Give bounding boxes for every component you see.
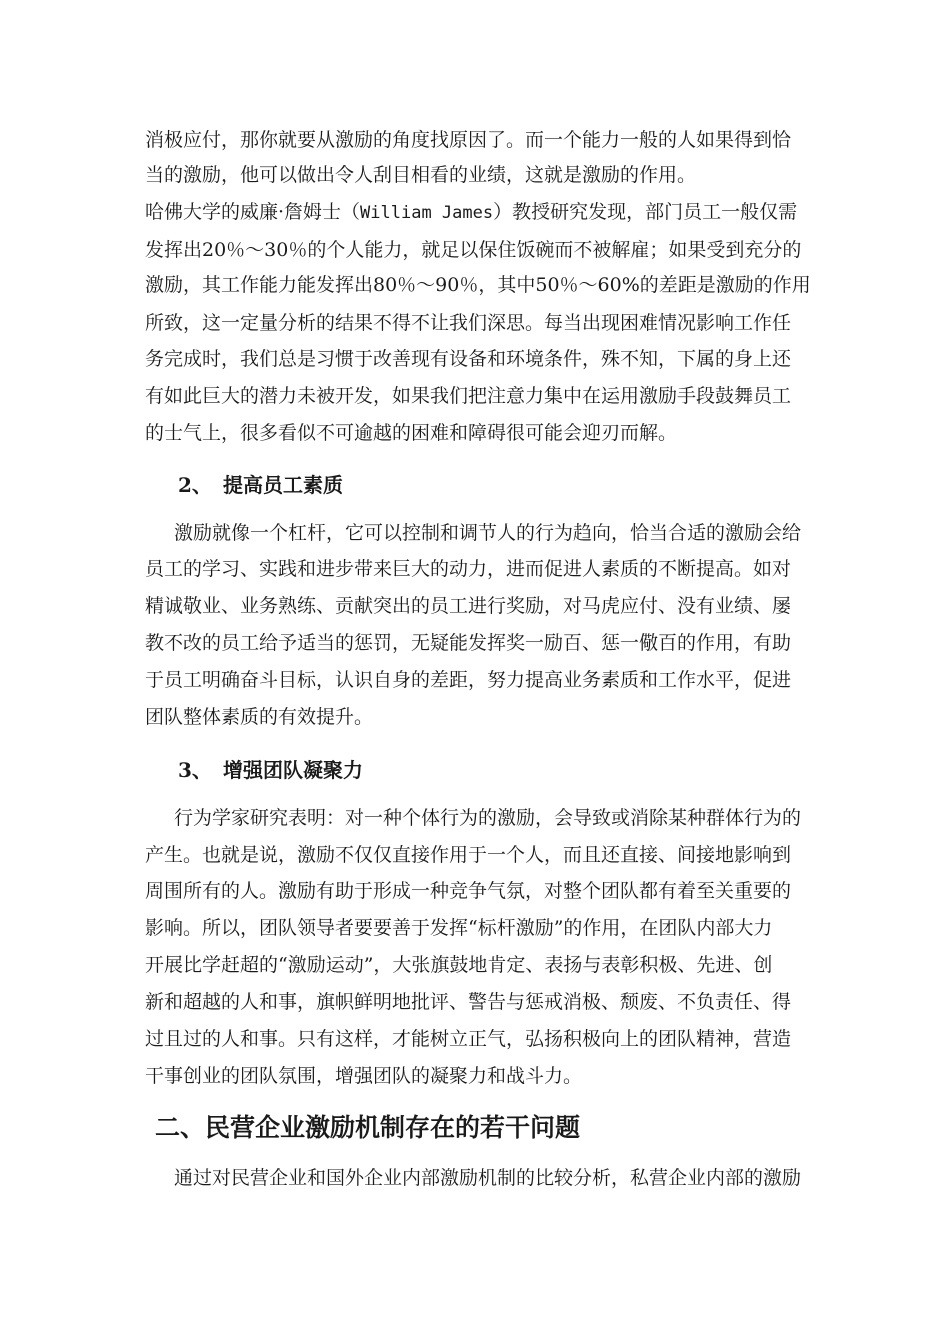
paragraph-line: 团队整体素质的有效提升。 xyxy=(145,706,374,728)
paragraph-line: 行为学家研究表明：对一种个体行为的激励，会导致或消除某种群体行为的 xyxy=(174,807,802,829)
paragraph-line: 发挥出20％～30％的个人能力，就足以保住饭碗而不被解雇；如果受到充分的 xyxy=(145,239,802,261)
paragraph-line: 员工的学习、实践和进步带来巨大的动力，进而促进人素质的不断提高。如对 xyxy=(145,558,792,580)
paragraph-line: 所致，这一定量分析的结果不得不让我们深思。每当出现困难情况影响工作任 xyxy=(145,312,792,334)
paragraph-line: 当的激励，他可以做出令人刮目相看的业绩，这就是激励的作用。 xyxy=(145,164,697,186)
paragraph-line: 通过对民营企业和国外企业内部激励机制的比较分析，私营企业内部的激励 xyxy=(174,1167,802,1189)
section-title: 增强团队凝聚力 xyxy=(223,758,363,782)
paragraph-line: 的士气上，很多看似不可逾越的困难和障碍很可能会迎刃而解。 xyxy=(145,422,678,444)
paragraph-line xyxy=(145,197,815,227)
paragraph-line: 消极应付，那你就要从激励的角度找原因了。而一个能力一般的人如果得到恰 xyxy=(145,129,792,151)
paragraph-line: 有如此巨大的潜力未被开发，如果我们把注意力集中在运用激励手段鼓舞员工 xyxy=(145,385,792,407)
paragraph-line: 教不改的员工给予适当的惩罚，无疑能发挥奖一励百、惩一儆百的作用，有助 xyxy=(145,632,792,654)
paragraph-line: 周围所有的人。激励有助于形成一种竞争气氛，对整个团队都有着至关重要的 xyxy=(145,880,792,902)
section-title: 提高员工素质 xyxy=(223,473,343,497)
paragraph-line: 开展比学赶超的“激励运动”，大张旗鼓地肯定、表扬与表彰积极、先进、创 xyxy=(145,954,773,976)
chapter-heading: 二、民营企业激励机制存在的若干问题 xyxy=(155,1113,581,1142)
paragraph-line: 产生。也就是说，激励不仅仅直接作用于一个人，而且还直接、间接地影响到 xyxy=(145,844,792,866)
section-heading xyxy=(178,755,363,785)
paragraph-line: 影响。所以，团队领导者要要善于发挥“标杆激励”的作用，在团队内部大力 xyxy=(145,917,773,939)
paragraph-line: 于员工明确奋斗目标，认识自身的差距，努力提高业务素质和工作水平，促进 xyxy=(145,669,792,691)
paragraph-line: 过且过的人和事。只有这样，才能树立正气，弘扬积极向上的团队精神，营造 xyxy=(145,1028,792,1050)
person-name: William James xyxy=(360,203,494,223)
paragraph-text: 哈佛大学的威廉·詹姆士（ xyxy=(145,201,361,223)
paragraph-line: 激励，其工作能力能发挥出80％～90％，其中50％～60%的差距是激励的作用 xyxy=(145,274,811,296)
paragraph-line: 新和超越的人和事，旗帜鲜明地批评、警告与惩戒消极、颓废、不负责任、得 xyxy=(145,991,792,1013)
section-number: 3、 xyxy=(178,758,212,782)
paragraph-line: 干事创业的团队氛围，增强团队的凝聚力和战斗力。 xyxy=(145,1065,583,1087)
paragraph-line: 精诚敬业、业务熟练、贡献突出的员工进行奖励，对马虎应付、没有业绩、屡 xyxy=(145,595,792,617)
paragraph-text: ）教授研究发现，部门员工一般仅需 xyxy=(493,201,798,223)
section-heading xyxy=(178,470,343,500)
paragraph-line: 激励就像一个杠杆，它可以控制和调节人的行为趋向，恰当合适的激励会给 xyxy=(174,522,802,544)
paragraph-line: 务完成时，我们总是习惯于改善现有设备和环境条件，殊不知，下属的身上还 xyxy=(145,348,792,370)
section-number: 2、 xyxy=(178,473,212,497)
